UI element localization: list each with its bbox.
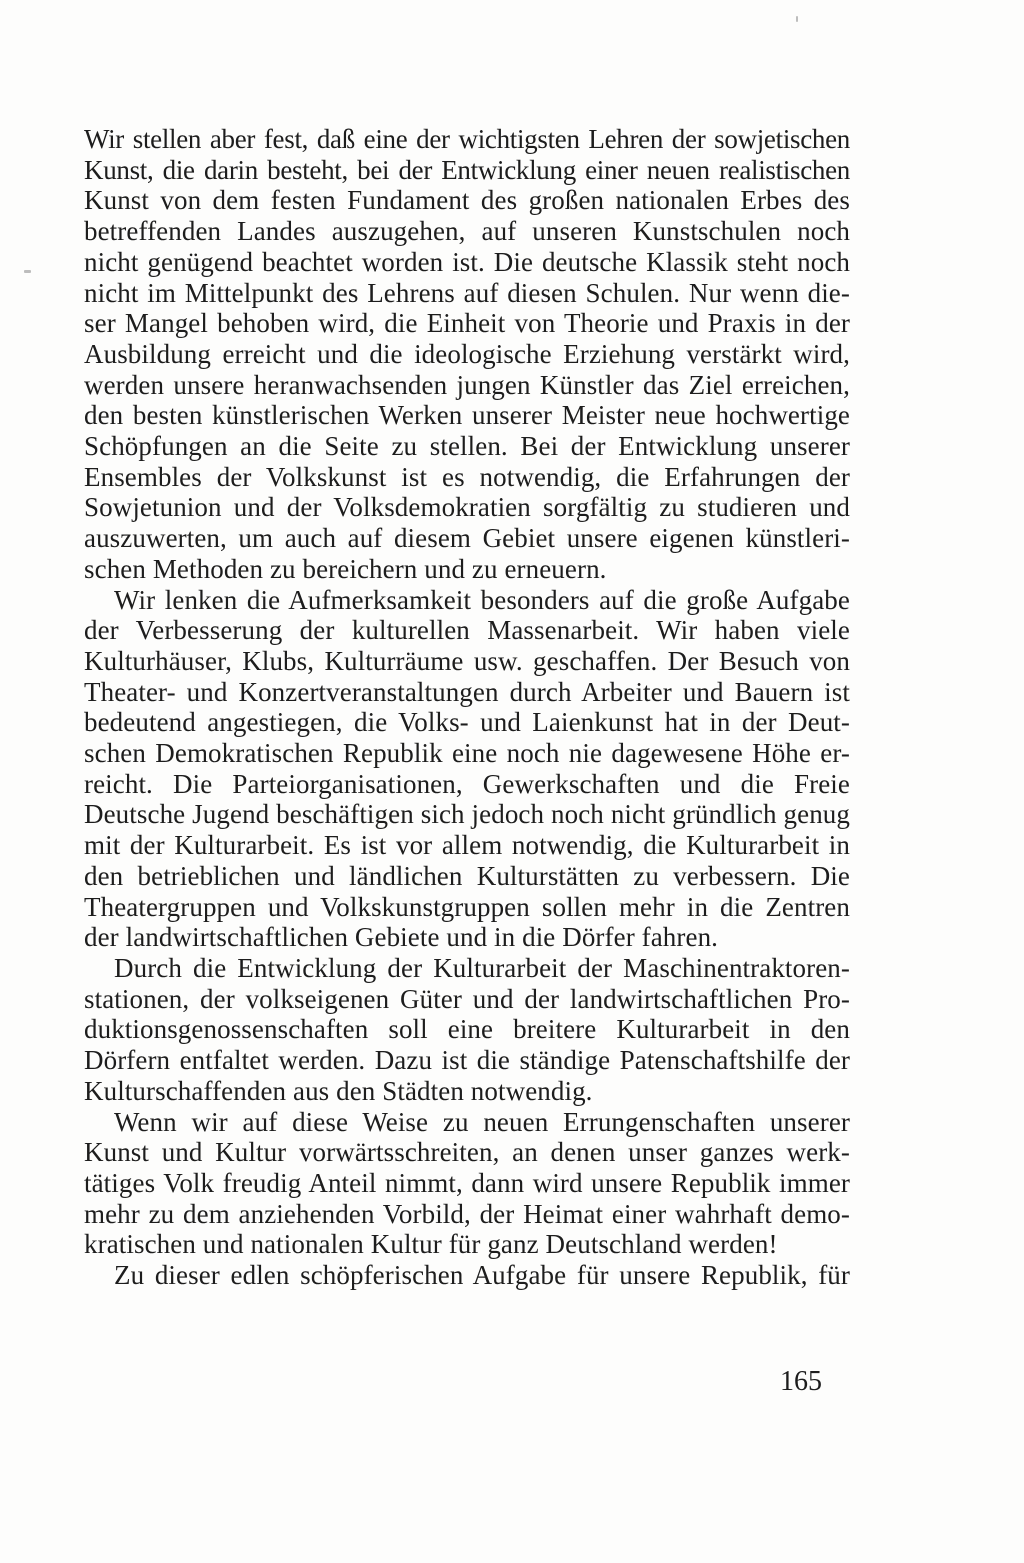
text-line: betreffenden Landes auszugehen, auf unseren Kunstschulen noch — [84, 216, 850, 247]
text-line: Kulturhäuser, Klubs, Kulturräume usw. geschaffen. Der Besuch von — [84, 645, 850, 676]
text-line: Wir lenken die Aufmerksamkeit besonders auf die große Aufgabe — [114, 584, 850, 615]
text-line: nicht im Mittelpunkt des Lehrens auf diesen Schulen. Nur wenn die- — [84, 277, 850, 308]
text-line: kratischen und nationalen Kultur für ganz Deutschland werden! — [84, 1229, 778, 1260]
text-line: tätiges Volk freudig Anteil nimmt, dann wird unsere Republik immer — [84, 1167, 850, 1198]
text-line: bedeutend angestiegen, die Volks- und Laienkunst hat in der Deut- — [84, 707, 850, 738]
text-line: den besten künstlerischen Werken unserer Meister neue hochwertige — [84, 400, 850, 431]
text-line: Theater- und Konzertveranstaltungen durch Arbeiter und Bauern ist — [84, 676, 850, 707]
text-line: Ausbildung erreicht und die ideologische Erziehung verstärkt wird, — [84, 338, 850, 369]
page-number: 165 — [780, 1366, 822, 1397]
text-line: mit der Kulturarbeit. Es ist vor allem notwendig, die Kulturarbeit in — [84, 830, 850, 861]
text-line: mehr zu dem anziehenden Vorbild, der Heimat einer wahrhaft demo- — [84, 1198, 850, 1229]
text-line: nicht genügend beachtet worden ist. Die deutsche Klassik steht noch — [84, 246, 850, 277]
text-line: der Verbesserung der kulturellen Massenarbeit. Wir haben viele — [84, 615, 850, 646]
text-line: Theatergruppen und Volkskunstgruppen sollen mehr in die Zentren — [84, 891, 850, 922]
paper-speck — [796, 16, 798, 22]
text-line: reicht. Die Parteiorganisationen, Gewerkschaften und die Freie — [84, 768, 850, 799]
text-line: Durch die Entwicklung der Kulturarbeit der Maschinentraktoren- — [114, 952, 850, 983]
text-line: ser Mangel behoben wird, die Einheit von Theorie und Praxis in der — [84, 308, 850, 339]
text-line: Ensembles der Volkskunst ist es notwendig, die Erfahrungen der — [84, 461, 850, 492]
text-line: Zu dieser edlen schöpferischen Aufgabe für unsere Republik, für — [114, 1260, 850, 1291]
text-line: schen Methoden zu bereichern und zu erneuern. — [84, 553, 607, 584]
text-line: stationen, der volkseigenen Güter und der landwirtschaftlichen Pro- — [84, 983, 850, 1014]
text-line: werden unsere heranwachsenden jungen Künstler das Ziel erreichen, — [84, 369, 850, 400]
text-line: duktionsgenossenschaften soll eine breitere Kulturarbeit in den — [84, 1014, 850, 1045]
body-text — [84, 124, 850, 1291]
text-line: Kulturschaffenden aus den Städten notwendig. — [84, 1075, 593, 1106]
text-line: Wenn wir auf diese Weise zu neuen Errungenschaften unserer — [114, 1106, 850, 1137]
text-line: der landwirtschaftlichen Gebiete und in die Dörfer fahren. — [84, 922, 719, 953]
text-line: Dörfern entfaltet werden. Dazu ist die ständige Patenschaftshilfe der — [84, 1045, 850, 1076]
text-line: Kunst von dem festen Fundament des großen nationalen Erbes des — [84, 185, 850, 216]
text-line: Schöpfungen an die Seite zu stellen. Bei der Entwicklung unserer — [84, 431, 850, 462]
text-line: Deutsche Jugend beschäftigen sich jedoch noch nicht gründlich genug — [84, 799, 850, 830]
text-line: Kunst, die darin besteht, bei der Entwicklung einer neuen realistischen — [84, 154, 850, 185]
text-line: auszuwerten, um auch auf diesem Gebiet unsere eigenen künstleri- — [84, 523, 850, 554]
text-line: den betrieblichen und ländlichen Kulturstätten zu verbessern. Die — [84, 860, 850, 891]
text-line: schen Demokratischen Republik eine noch nie dagewesene Höhe er- — [84, 738, 850, 769]
text-line: Wir stellen aber fest, daß eine der wichtigsten Lehren der sowjetischen — [84, 124, 850, 154]
text-line: Kunst und Kultur vorwärtsschreiten, an denen unser ganzes werk- — [84, 1137, 850, 1168]
paper-speck — [24, 270, 31, 273]
text-line: Sowjetunion und der Volksdemokratien sorgfältig zu studieren und — [84, 492, 850, 523]
